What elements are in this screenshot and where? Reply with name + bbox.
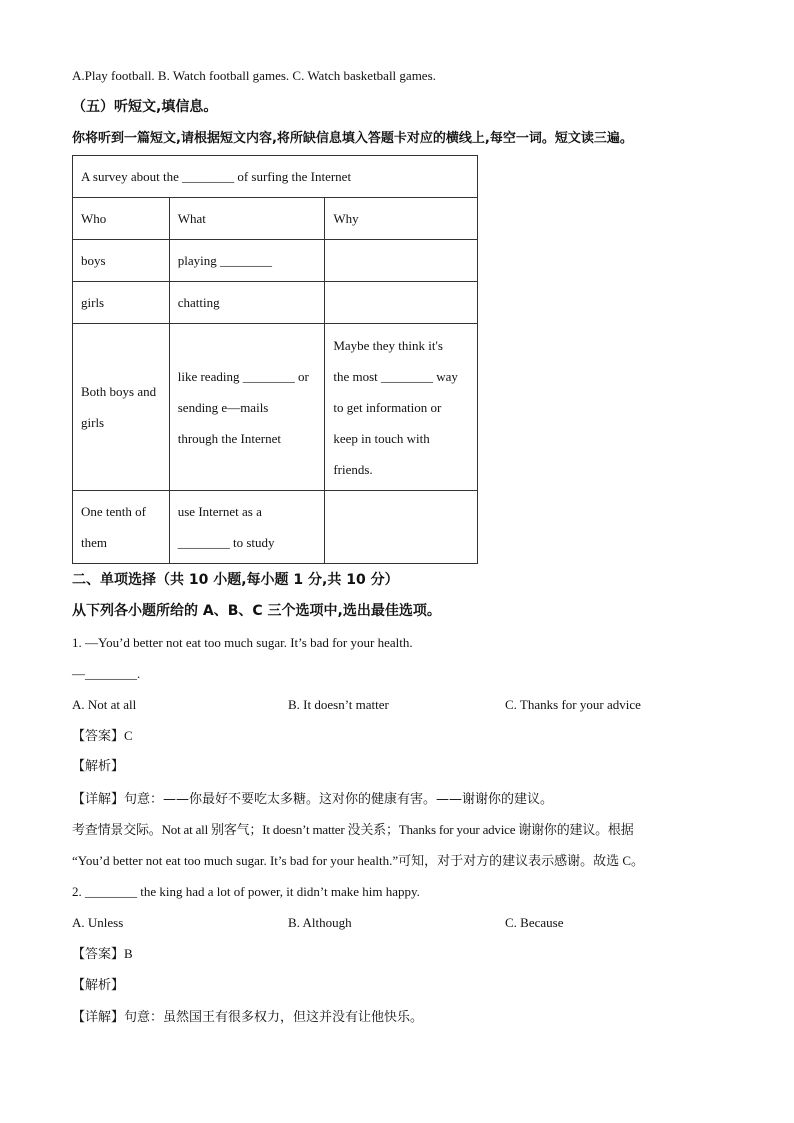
q2-option-b: B. Although — [288, 915, 352, 930]
cell-line: Both boys and — [81, 384, 157, 399]
survey-table — [72, 155, 478, 564]
detail-text: 句意：虽然国王有很多权力，但这并没有让他快乐。 — [124, 1010, 424, 1025]
q1-detail — [72, 790, 553, 809]
q2-answer — [72, 945, 133, 964]
q1-analysis-label: 【解析】 — [72, 759, 125, 774]
answer-label: 【答案】 — [72, 947, 125, 962]
q1-option-a: A. Not at all — [72, 697, 137, 712]
cell-line: One tenth of — [81, 504, 146, 519]
cell-why — [325, 491, 478, 564]
answer-value: C — [124, 728, 133, 743]
header-who: Who — [73, 198, 170, 240]
q1-option-b: B. It doesn’t matter — [288, 697, 389, 712]
q1-explain-line1: 考查情景交际。Not at all 别客气；It doesn’t matter 没关系；Thanks for your advice 谢谢你的建议。根据 — [72, 822, 634, 837]
cell-why — [325, 240, 478, 282]
q2-option-c: C. Because — [505, 915, 564, 930]
detail-label: 【详解】 — [72, 792, 125, 807]
header-why: Why — [325, 198, 478, 240]
q1-explain-line2: “You’d better not eat too much sugar. It’s bad for your health.”可知，对于对方的建议表示感谢。故选 C。 — [72, 853, 645, 868]
q-prev-options: A.Play football. B. Watch football games. C. Watch basketball games. — [72, 68, 436, 83]
cell-line: to get information or — [333, 399, 442, 415]
cell-line: them — [81, 535, 107, 550]
q2-option-a: A. Unless — [72, 915, 124, 930]
answer-label: 【答案】 — [72, 729, 125, 744]
cell-who: girls — [73, 282, 170, 324]
cell-line: Maybe they think it's — [333, 337, 443, 353]
cell-why — [325, 324, 478, 491]
cell-line: girls — [81, 415, 105, 430]
q1-option-c: C. Thanks for your advice — [505, 697, 641, 712]
cell-line: use Internet as a — [177, 504, 262, 519]
table-row — [73, 240, 478, 282]
q1-answer — [72, 727, 133, 746]
q1-stem: 1. —You’d better not eat too much sugar. It’s bad for your health. — [72, 635, 413, 650]
cell-line: like reading ________ or — [177, 368, 309, 384]
section-5-instruction: 你将听到一篇短文,请根据短文内容,将所缺信息填入答题卡对应的横线上,每空一词。短文读三遍。 — [72, 131, 633, 146]
cell-line: friends. — [333, 461, 373, 477]
part-2-instruction: 从下列各小题所给的 A、B、C 三个选项中,选出最佳选项。 — [72, 603, 441, 619]
cell-line: sending e—mails — [177, 399, 269, 415]
detail-label: 【详解】 — [72, 1010, 125, 1025]
cell-what: playing ________ — [169, 240, 325, 282]
cell-line: keep in touch with — [333, 430, 430, 446]
q1-reply: —________. — [72, 666, 141, 681]
table-row — [73, 491, 478, 564]
table-row — [73, 324, 478, 491]
table-row — [73, 282, 478, 324]
q2-stem: 2. ________ the king had a lot of power, it didn’t make him happy. — [72, 884, 420, 899]
cell-line: through the Internet — [177, 430, 281, 446]
cell-who — [73, 324, 170, 491]
cell-line: the most ________ way — [333, 368, 458, 384]
section-5-heading: （五）听短文,填信息。 — [72, 99, 218, 115]
table-title: A survey about the ________ of surfing the Internet — [73, 156, 478, 198]
cell-what: chatting — [169, 282, 325, 324]
cell-what — [169, 491, 325, 564]
cell-why — [325, 282, 478, 324]
q2-analysis-label: 【解析】 — [72, 978, 125, 993]
q2-detail — [72, 1008, 423, 1027]
header-what: What — [169, 198, 325, 240]
cell-who: boys — [73, 240, 170, 282]
cell-who — [73, 491, 170, 564]
detail-text: 句意：——你最好不要吃太多糖。这对你的健康有害。——谢谢你的建议。 — [124, 792, 554, 807]
answer-value: B — [124, 946, 133, 961]
cell-line: ________ to study — [177, 535, 275, 550]
cell-what — [169, 324, 325, 491]
part-2-heading: 二、单项选择（共 10 小题,每小题 1 分,共 10 分） — [72, 572, 399, 588]
